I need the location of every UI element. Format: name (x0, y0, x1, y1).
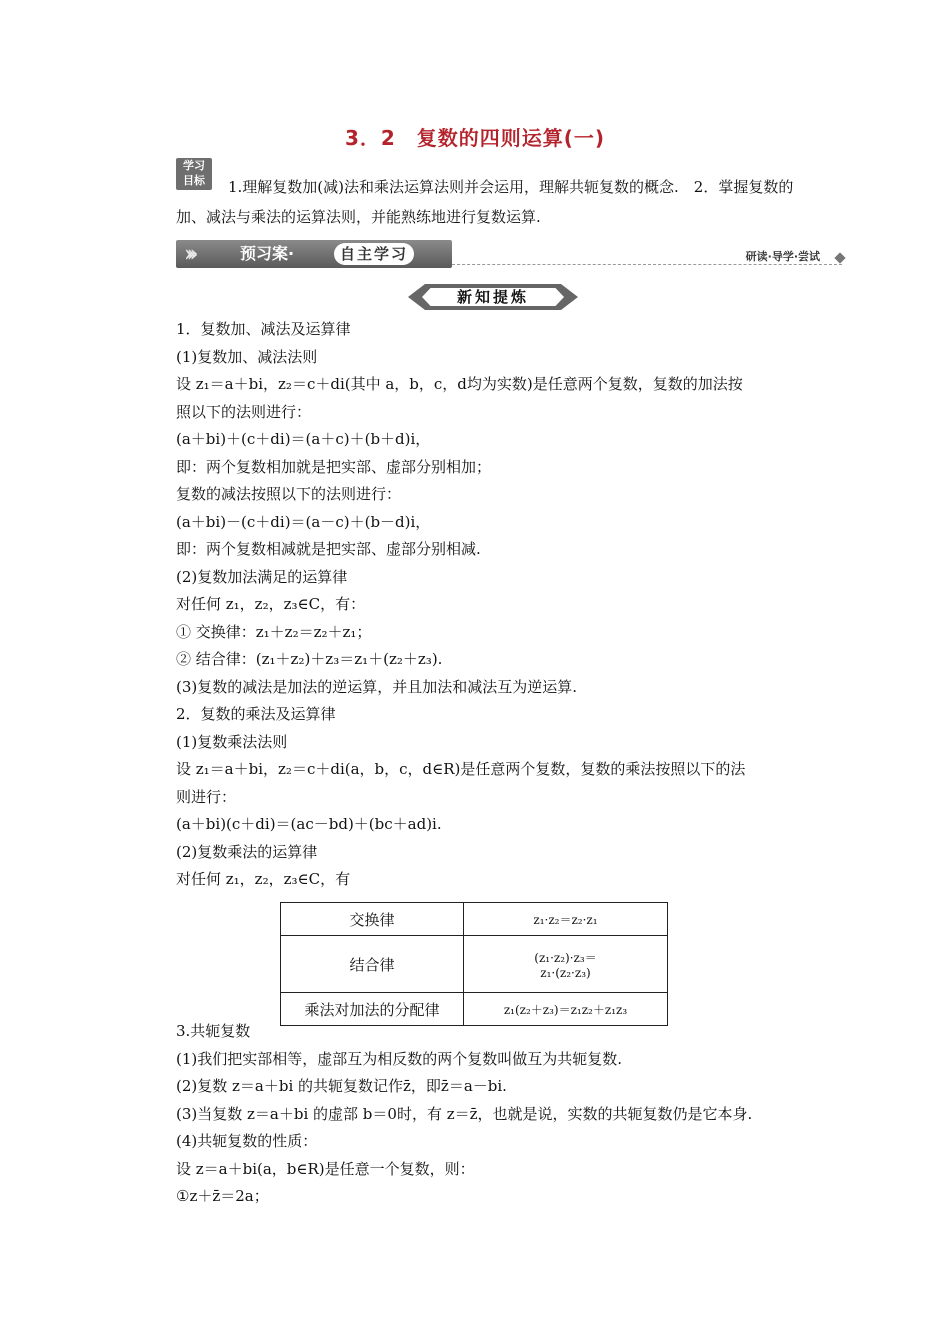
banner-divider (452, 264, 842, 265)
text-line: 照以下的法则进行： (176, 402, 312, 421)
banner-subtitle: 自主学习 (334, 243, 414, 265)
text-line: (a＋bi)－(c＋di)＝(a－c)＋(b－d)i， (176, 512, 431, 531)
table-cell-law: 乘法对加法的分配律 (281, 993, 464, 1026)
banner-box (176, 240, 452, 268)
page-title: 3．2 复数的四则运算(一) (344, 126, 606, 150)
text-line: (2)复数加法满足的运算律 (176, 567, 348, 586)
table-cell-law: 交换律 (281, 903, 464, 936)
table-cell-formula (464, 936, 668, 993)
text-line: 设 z₁＝a＋bi，z₂＝c＋di(a，b，c，d∈R)是任意两个复数，复数的乘法按照以下的法 (176, 760, 746, 778)
multiplication-laws-table (280, 902, 668, 1026)
section-heading-tag (408, 284, 578, 310)
text-line: (a＋bi)(c＋di)＝(ac－bd)＋(bc＋ad)i. (176, 815, 442, 833)
body-text-2 (176, 1018, 816, 1211)
text-line: ①z＋z̄＝2a； (176, 1187, 269, 1205)
text-line: (1)我们把实部相等，虚部互为相反数的两个复数叫做互为共轭复数. (176, 1049, 623, 1068)
text-line: 对任何 z₁，z₂，z₃∈C，有 (176, 870, 351, 888)
section-banner (176, 240, 846, 270)
table-row (281, 903, 668, 936)
body-text (176, 316, 816, 894)
section-heading-label: 新知提炼 (456, 288, 529, 306)
text-line: (2)复数乘法的运算律 (176, 842, 318, 861)
table-row (281, 936, 668, 993)
text-line: 设 z₁＝a＋bi，z₂＝c＋di(其中 a，b，c，d均为实数)是任意两个复数，复数的加法按 (176, 375, 743, 393)
text-line: (3)当复数 z＝a＋bi 的虚部 b＝0时，有 z＝z̄，也就是说，实数的共轭复数仍是它本身. (176, 1104, 753, 1123)
text-line: (a＋bi)＋(c＋di)＝(a＋c)＋(b＋d)i， (176, 430, 431, 448)
text-line: 对任何 z₁，z₂，z₃∈C，有： (176, 595, 366, 613)
text-line: 设 z＝a＋bi(a，b∈R)是任意一个复数，则： (176, 1159, 475, 1178)
diamond-icon (834, 252, 845, 263)
table-cell-formula: z₁·z₂＝z₂·z₁ (464, 903, 668, 936)
learning-goal-text: 1.理解复数加(减)法和乘法运算法则并会运用，理解共轭复数的概念. 2．掌握复数的加、减法与乘法的运算法则，并能熟练地进行复数运算. (176, 178, 794, 226)
goal-tag-line1: 学习 (183, 159, 205, 172)
text-line: (4)共轭复数的性质： (176, 1132, 318, 1150)
text-line: 3.共轭复数 (176, 1022, 251, 1040)
formula-line: z₁·(z₂·z₃) (540, 965, 591, 980)
text-line: 即：两个复数相减就是把实部、虚部分别相减. (176, 540, 481, 558)
text-line: 复数的减法按照以下的法则进行： (176, 485, 402, 503)
table-cell-law: 结合律 (281, 936, 464, 993)
banner-title: 预习案· (240, 244, 295, 263)
text-line: ② 结合律：(z₁＋z₂)＋z₃＝z₁＋(z₂＋z₃). (176, 650, 443, 668)
table-cell-formula: z₁(z₂＋z₃)＝z₁z₂＋z₁z₃ (464, 993, 668, 1026)
text-line: 即：两个复数相加就是把实部、虚部分别相加； (176, 457, 492, 476)
text-line: (1)复数加、减法法则 (176, 347, 318, 366)
text-line: 则进行： (176, 787, 237, 806)
chevron-right-icon: ››› (184, 241, 193, 267)
text-line: (2)复数 z＝a＋bi 的共轭复数记作z̄，即z̄＝a－bi. (176, 1077, 507, 1095)
banner-right-text: 研读·导学·尝试 (745, 250, 820, 263)
goal-tag-line2: 目标 (183, 174, 205, 187)
text-line: (1)复数乘法法则 (176, 732, 288, 751)
text-line: 1．复数加、减法及运算律 (176, 320, 351, 338)
formula-line: (z₁·z₂)·z₃＝ (534, 950, 597, 965)
text-line: (3)复数的减法是加法的逆运算，并且加法和减法互为逆运算. (176, 677, 578, 696)
text-line: ① 交换律：z₁＋z₂＝z₂＋z₁； (176, 622, 372, 641)
text-line: 2．复数的乘法及运算律 (176, 705, 336, 723)
